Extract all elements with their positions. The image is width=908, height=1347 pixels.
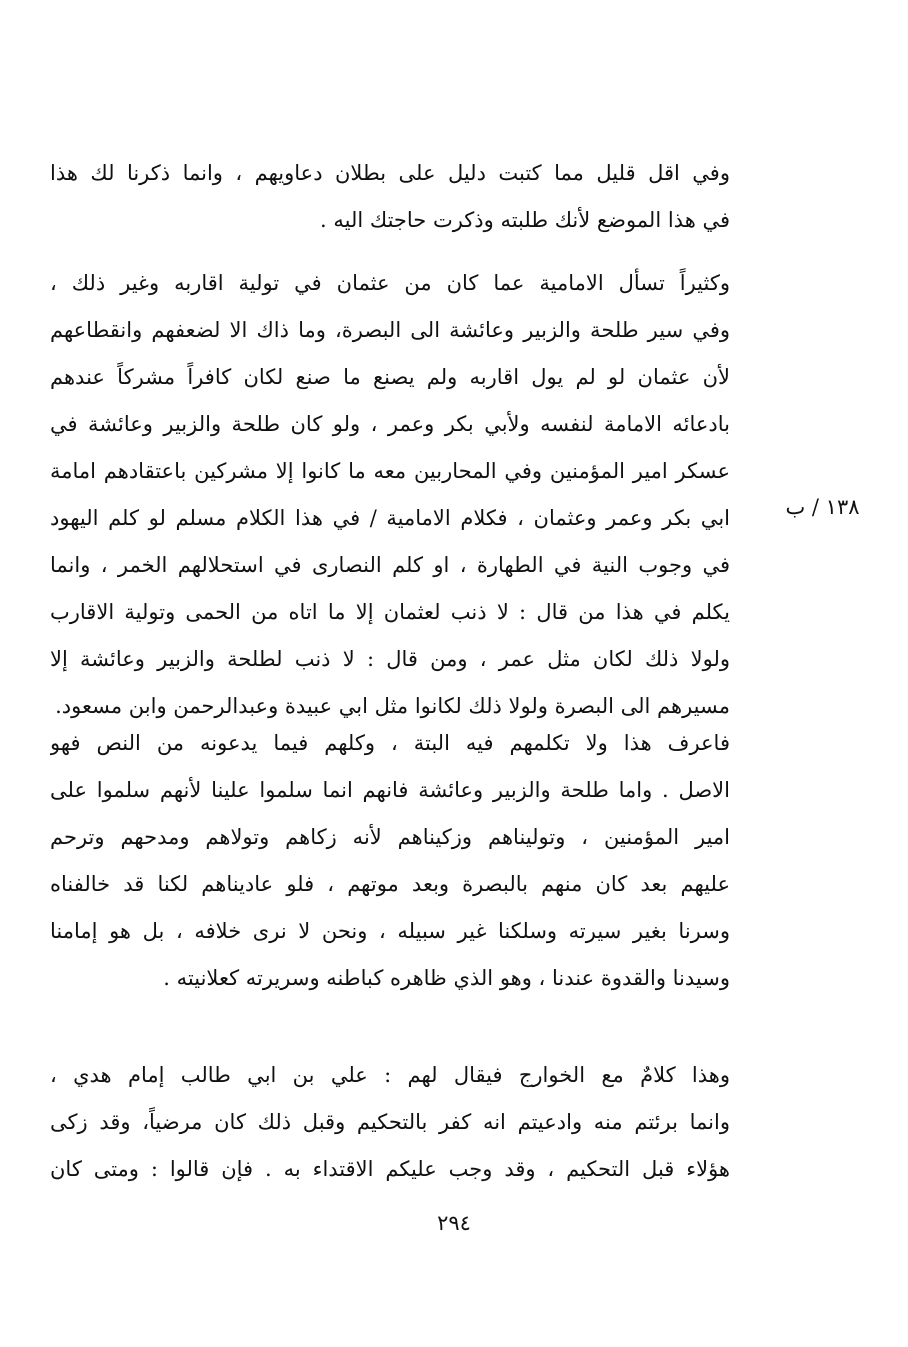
text-line: فاعرف هذا ولا تكلمهم فيه البتة ، وكلهم فيما يدعونه من النص فهو bbox=[50, 731, 730, 755]
text-line: وفي اقل قليل مما كتبت دليل على بطلان دعاويهم ، وانما ذكرنا لك هذا bbox=[50, 161, 730, 185]
text-line: عليهم بعد كان منهم بالبصرة وبعد موتهم ، فلو عاديناهم لكنا قد خالفناه bbox=[50, 872, 730, 896]
paragraph-3 bbox=[50, 720, 730, 1002]
text-line: عسكر امير المؤمنين وفي المحاربين معه ما كانوا إلا مشركين باعتقادهم امامة bbox=[50, 459, 730, 483]
text-line: امير المؤمنين ، وتوليناهم وزكيناهم لأنه زكاهم وتولاهم ومدحهم وترحم bbox=[50, 825, 730, 849]
text-line: في هذا الموضع لأنك طلبته وذكرت حاجتك اليه . bbox=[320, 208, 730, 232]
text-line: مسيرهم الى البصرة ولولا ذلك لكانوا مثل ابي عبيدة وعبدالرحمن وابن مسعود. bbox=[55, 694, 730, 718]
text-line: هؤلاء قبل التحكيم ، وقد وجب عليكم الاقتداء به . فإن قالوا : ومتى كان bbox=[50, 1157, 730, 1181]
text-line: وكثيراً تسأل الامامية عما كان من عثمان في تولية اقاربه وغير ذلك ، bbox=[50, 271, 730, 295]
text-line: بادعائه الامامة لنفسه ولأبي بكر وعمر ، ولو كان طلحة والزبير وعائشة في bbox=[50, 412, 730, 436]
text-line: ابي بكر وعمر وعثمان ، فكلام الامامية / في هذا الكلام مسلم لو كلم اليهود bbox=[50, 506, 730, 530]
marginal-folio-note: ١٣٨ / ب bbox=[785, 495, 860, 519]
paragraph-1 bbox=[50, 150, 730, 244]
paragraph-4 bbox=[50, 1052, 730, 1193]
text-line: يكلم في هذا من قال : لا ذنب لعثمان إلا ما اتاه من الحمى وتولية الاقارب bbox=[50, 600, 730, 624]
text-line: وهذا كلامٌ مع الخوارج فيقال لهم : علي بن ابي طالب إمام هدي ، bbox=[50, 1063, 730, 1087]
text-line: وسرنا بغير سيرته وسلكنا غير سبيله ، ونحن لا نرى خلافه ، بل هو إمامنا bbox=[50, 919, 730, 943]
text-line: لأن عثمان لو لم يول اقاربه ولم يصنع ما صنع لكان كافراً مشركاً عندهم bbox=[50, 365, 730, 389]
text-line: في وجوب النية في الطهارة ، او كلم النصارى في استحلالهم الخمر ، وانما bbox=[50, 553, 730, 577]
text-line: وفي سير طلحة والزبير وعائشة الى البصرة، وما ذاك الا لضعفهم وانقطاعهم bbox=[50, 318, 730, 342]
text-line: وسيدنا والقدوة عندنا ، وهو الذي ظاهره كباطنه وسريرته كعلانيته . bbox=[163, 966, 730, 990]
paragraph-2 bbox=[50, 260, 730, 730]
text-line: ولولا ذلك لكان مثل عمر ، ومن قال : لا ذنب لطلحة والزبير وعائشة إلا bbox=[50, 647, 730, 671]
text-line: الاصل . واما طلحة والزبير وعائشة فانهم انما سلموا علينا لأنهم سلموا على bbox=[50, 778, 730, 802]
text-line: وانما برئتم منه وادعيتم انه كفر بالتحكيم وقبل ذلك كان مرضياً، وقد زكى bbox=[50, 1110, 730, 1134]
page-number: ٢٩٤ bbox=[437, 1211, 471, 1235]
